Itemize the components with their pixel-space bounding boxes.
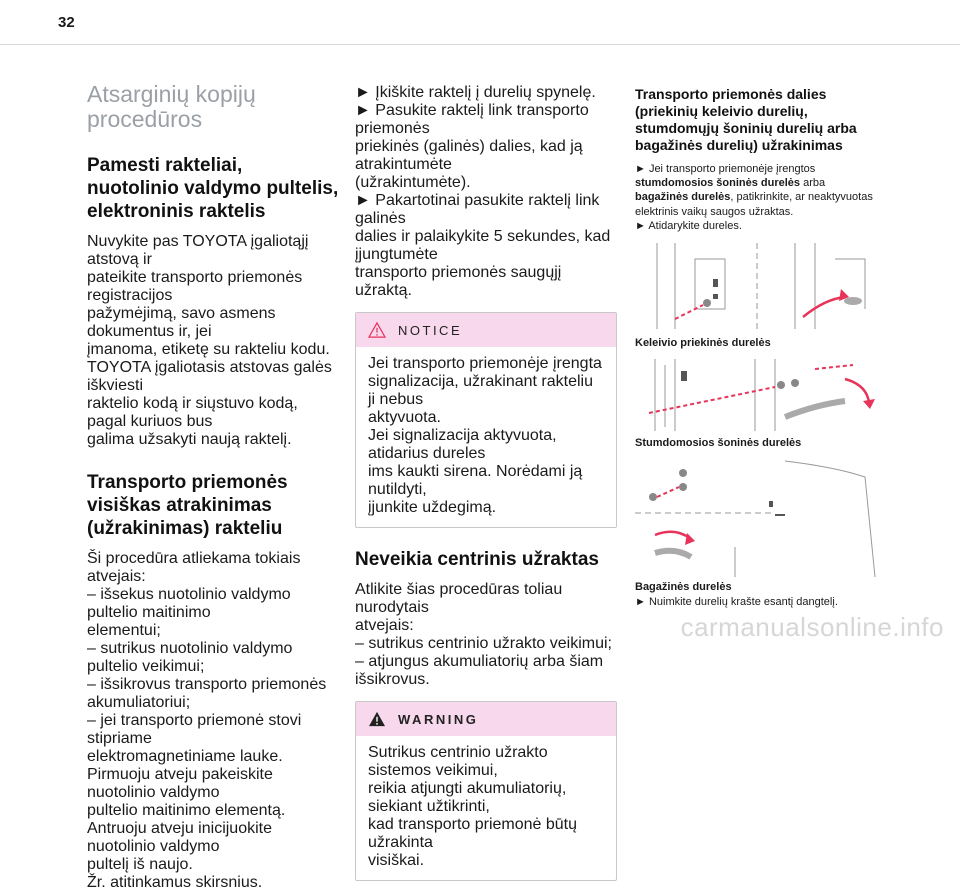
heading-partial-lock: Transporto priemonės dalies (priekinių keleivio durelių, stumdomųjų šoninių durelių arba bagažinės durelių) užrakinimas [635,86,857,153]
heading-full-unlock: Transporto priemonės visiškas atrakinimas (užrakinimas) rakteliu [87,472,288,539]
caption-sliding-door: Stumdomosios šoninės durelės [635,437,802,450]
notice-label: NOTICE [398,322,463,338]
figure-front-door [635,239,895,333]
column-left: Atsarginių kopijų procedūros Pamesti rakteliai, nuotolinio valdymo pultelis, elektroninis raktelis Nuvykite pas TOYOTA įgaliotąjį atstovą ir pateikite transporto priemonės registracijos pažymėjimą, savo asmens dokumentus ir, jei įmanoma, etiketę su rakteliu kodu. TOYOTA įgaliotasis atstovas galės iškviesti raktelio kodą ir siųstuvo kodą, pagal kuriuos bus galima užsakyti naują raktelį. Transporto priemonės visiškas atrakinimas (užrakinimas) rakteliu Ši procedūra atliekama tokiais atvejais: – išsekus nuotolinio valdymo pultelio maitinimo elementui; – sutrikus nuotolinio valdymo pultelio veikimui; – išsikrovus transporto priemonės akumuliatoriui; – jei transporto priemonė stovi stipriame elektromagnetiniame lauke. Pirmuoju atveju pakeiskite nuotolinio valdymo pultelio maitinimo elementą. Antruoju atveju inicijuokite nuotolinio valdymo pultelį iš naujo. Žr. atitinkamus skirsnius. [87,76,341,892]
sliding-door-lock-illustration [635,357,895,433]
front-door-lock-illustration [635,239,895,333]
figure-sliding-door [635,357,895,433]
figure-tailgate [635,457,895,577]
warning-header [356,702,616,736]
caption-front-door: Keleivio priekinės durelės [635,337,771,350]
warning-triangle-filled-icon [368,711,386,727]
paragraph-remove-cover: ► Nuimkite durelių krašte esantį dangtelį. [635,596,838,609]
notice-header [356,313,616,347]
section-title: Atsarginių kopijų procedūros [87,81,256,132]
notice-box: NOTICE Jei transporto priemonėje įrengta signalizacija, užrakinant rakteliu ji nebus aktyvuota. Jei signalizacija aktyvuota, atidarius dureles ims kaukti sirena. Norėdami ją nutildyti, įjunkite uždegimą. [355,312,617,528]
caption-tailgate: Bagažinės durelės [635,581,732,594]
warning-triangle-icon [368,322,386,338]
page-number: 32 [58,14,75,31]
column-right [635,86,895,609]
column-middle: ► Įkiškite raktelį į durelių spynelę. ► Pasukite raktelį link transporto priemonės priekinės (galinės) dalies, kad ją atrakintumėte (užrakintumėte). ► Pakartotinai pasukite raktelį link galinės dalies ir palaikykite 5 sekundes, kad įjungtumėte transporto priemonės saugųjį užraktą. NOTICE Jei transporto priemonėje įrengta signalizacija, užrakinant rakteliu ji nebus aktyvuota. Jei signalizacija aktyvuota, atidarius dureles ims kaukti sirena. Norėdami ją nutildyti, įjunkite uždegimą. Neveikia centrinis užraktas Atlikite šias procedūras toliau nurodytais atvejais: – sutrikus centrinio užrakto veikimui; – atjungus akumuliatorių arba šiam išsikrovus. WARNING Sutrikus centrinio užrakto sistemos veikimui, reikia atjungti akumuliatorių, siekiant užtikrinti, kad transporto priemonė būtų užrakinta visiškai. [355,84,617,881]
paragraph-partial-lock: ► Jei transporto priemonėje įrengtos stumdomosios šoninės durelės arba bagažinės durelės, patikrinkite, ar neaktyvuotas elektrinis vaikų saugos užraktas. ► Atidarykite dureles. [635,163,873,232]
warning-box: WARNING Sutrikus centrinio užrakto sistemos veikimui, reikia atjungti akumuliatorių, siekiant užtikrinti, kad transporto priemonė būtų užrakinta visiškai. [355,701,617,881]
top-divider [0,44,960,45]
heading-lost-keys: Pamesti rakteliai, nuotolinio valdymo pultelis, elektroninis raktelis [87,155,339,222]
tailgate-lock-illustration [635,457,895,577]
heading-central-lock: Neveikia centrinis užraktas [355,549,599,570]
watermark: carmanualsonline.info [680,612,944,642]
warning-label: WARNING [398,711,479,727]
